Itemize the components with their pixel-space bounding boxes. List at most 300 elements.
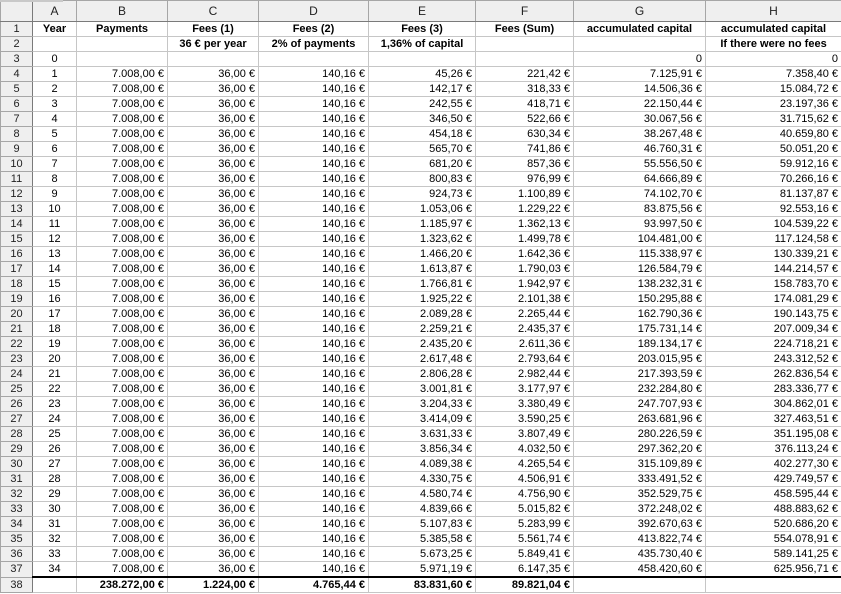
cell-G28[interactable]: 280.226,59 € xyxy=(574,427,706,442)
cell-D37[interactable]: 140,16 € xyxy=(259,562,369,578)
cell-E15[interactable]: 1.323,62 € xyxy=(369,232,476,247)
cell-E22[interactable]: 2.435,20 € xyxy=(369,337,476,352)
row-header-25[interactable]: 25 xyxy=(1,382,33,397)
cell-E11[interactable]: 800,83 € xyxy=(369,172,476,187)
cell-H4[interactable]: 7.358,40 € xyxy=(706,67,841,82)
row-header-34[interactable]: 34 xyxy=(1,517,33,532)
cell-F1[interactable]: Fees (Sum) xyxy=(476,22,574,37)
row-header-23[interactable]: 23 xyxy=(1,352,33,367)
cell-C35[interactable]: 36,00 € xyxy=(168,532,259,547)
cell-B18[interactable]: 7.008,00 € xyxy=(77,277,168,292)
cell-H9[interactable]: 50.051,20 € xyxy=(706,142,841,157)
cell-F6[interactable]: 418,71 € xyxy=(476,97,574,112)
cell-G37[interactable]: 458.420,60 € xyxy=(574,562,706,578)
row-header-13[interactable]: 13 xyxy=(1,202,33,217)
row-header-32[interactable]: 32 xyxy=(1,487,33,502)
cell-D26[interactable]: 140,16 € xyxy=(259,397,369,412)
column-header-E[interactable]: E xyxy=(369,1,476,22)
cell-B20[interactable]: 7.008,00 € xyxy=(77,307,168,322)
cell-G27[interactable]: 263.681,96 € xyxy=(574,412,706,427)
cell-A24[interactable]: 21 xyxy=(33,367,77,382)
row-header-11[interactable]: 11 xyxy=(1,172,33,187)
cell-E38[interactable]: 83.831,60 € xyxy=(369,577,476,593)
cell-F13[interactable]: 1.229,22 € xyxy=(476,202,574,217)
cell-F34[interactable]: 5.283,99 € xyxy=(476,517,574,532)
cell-C18[interactable]: 36,00 € xyxy=(168,277,259,292)
row-header-31[interactable]: 31 xyxy=(1,472,33,487)
cell-B1[interactable]: Payments xyxy=(77,22,168,37)
cell-B12[interactable]: 7.008,00 € xyxy=(77,187,168,202)
cell-F3[interactable] xyxy=(476,52,574,67)
cell-B14[interactable]: 7.008,00 € xyxy=(77,217,168,232)
cell-A3[interactable]: 0 xyxy=(33,52,77,67)
cell-A8[interactable]: 5 xyxy=(33,127,77,142)
cell-F16[interactable]: 1.642,36 € xyxy=(476,247,574,262)
cell-F21[interactable]: 2.435,37 € xyxy=(476,322,574,337)
cell-A19[interactable]: 16 xyxy=(33,292,77,307)
row-header-29[interactable]: 29 xyxy=(1,442,33,457)
cell-G30[interactable]: 315.109,89 € xyxy=(574,457,706,472)
cell-B24[interactable]: 7.008,00 € xyxy=(77,367,168,382)
cell-A37[interactable]: 34 xyxy=(33,562,77,578)
cell-A29[interactable]: 26 xyxy=(33,442,77,457)
cell-D25[interactable]: 140,16 € xyxy=(259,382,369,397)
cell-C8[interactable]: 36,00 € xyxy=(168,127,259,142)
row-header-15[interactable]: 15 xyxy=(1,232,33,247)
cell-H37[interactable]: 625.956,71 € xyxy=(706,562,841,578)
cell-B5[interactable]: 7.008,00 € xyxy=(77,82,168,97)
row-header-12[interactable]: 12 xyxy=(1,187,33,202)
row-header-24[interactable]: 24 xyxy=(1,367,33,382)
row-header-33[interactable]: 33 xyxy=(1,502,33,517)
cell-H13[interactable]: 92.553,16 € xyxy=(706,202,841,217)
cell-H12[interactable]: 81.137,87 € xyxy=(706,187,841,202)
row-header-35[interactable]: 35 xyxy=(1,532,33,547)
cell-H7[interactable]: 31.715,62 € xyxy=(706,112,841,127)
cell-H24[interactable]: 262.836,54 € xyxy=(706,367,841,382)
cell-G3[interactable]: 0 xyxy=(574,52,706,67)
cell-F5[interactable]: 318,33 € xyxy=(476,82,574,97)
cell-A25[interactable]: 22 xyxy=(33,382,77,397)
cell-F35[interactable]: 5.561,74 € xyxy=(476,532,574,547)
cell-E29[interactable]: 3.856,34 € xyxy=(369,442,476,457)
cell-G22[interactable]: 189.134,17 € xyxy=(574,337,706,352)
cell-E6[interactable]: 242,55 € xyxy=(369,97,476,112)
cell-H2[interactable]: If there were no fees xyxy=(706,37,841,52)
cell-E17[interactable]: 1.613,87 € xyxy=(369,262,476,277)
cell-G9[interactable]: 46.760,31 € xyxy=(574,142,706,157)
cell-C26[interactable]: 36,00 € xyxy=(168,397,259,412)
cell-B29[interactable]: 7.008,00 € xyxy=(77,442,168,457)
cell-D16[interactable]: 140,16 € xyxy=(259,247,369,262)
column-header-F[interactable]: F xyxy=(476,1,574,22)
cell-C27[interactable]: 36,00 € xyxy=(168,412,259,427)
cell-F2[interactable] xyxy=(476,37,574,52)
cell-H19[interactable]: 174.081,29 € xyxy=(706,292,841,307)
row-header-37[interactable]: 37 xyxy=(1,562,33,578)
cell-D27[interactable]: 140,16 € xyxy=(259,412,369,427)
cell-H38[interactable] xyxy=(706,577,841,593)
cell-D8[interactable]: 140,16 € xyxy=(259,127,369,142)
cell-F27[interactable]: 3.590,25 € xyxy=(476,412,574,427)
cell-C21[interactable]: 36,00 € xyxy=(168,322,259,337)
cell-A13[interactable]: 10 xyxy=(33,202,77,217)
cell-G7[interactable]: 30.067,56 € xyxy=(574,112,706,127)
cell-C14[interactable]: 36,00 € xyxy=(168,217,259,232)
select-all-corner[interactable] xyxy=(1,1,33,22)
cell-H14[interactable]: 104.539,22 € xyxy=(706,217,841,232)
cell-D38[interactable]: 4.765,44 € xyxy=(259,577,369,593)
cell-F18[interactable]: 1.942,97 € xyxy=(476,277,574,292)
cell-F28[interactable]: 3.807,49 € xyxy=(476,427,574,442)
cell-H32[interactable]: 458.595,44 € xyxy=(706,487,841,502)
cell-F10[interactable]: 857,36 € xyxy=(476,157,574,172)
cell-A36[interactable]: 33 xyxy=(33,547,77,562)
cell-B4[interactable]: 7.008,00 € xyxy=(77,67,168,82)
cell-F11[interactable]: 976,99 € xyxy=(476,172,574,187)
cell-D29[interactable]: 140,16 € xyxy=(259,442,369,457)
cell-F4[interactable]: 221,42 € xyxy=(476,67,574,82)
cell-D24[interactable]: 140,16 € xyxy=(259,367,369,382)
cell-G20[interactable]: 162.790,36 € xyxy=(574,307,706,322)
cell-H29[interactable]: 376.113,24 € xyxy=(706,442,841,457)
cell-G23[interactable]: 203.015,95 € xyxy=(574,352,706,367)
cell-E32[interactable]: 4.580,74 € xyxy=(369,487,476,502)
cell-G18[interactable]: 138.232,31 € xyxy=(574,277,706,292)
cell-A23[interactable]: 20 xyxy=(33,352,77,367)
cell-D28[interactable]: 140,16 € xyxy=(259,427,369,442)
cell-A31[interactable]: 28 xyxy=(33,472,77,487)
cell-G38[interactable] xyxy=(574,577,706,593)
row-header-8[interactable]: 8 xyxy=(1,127,33,142)
cell-F15[interactable]: 1.499,78 € xyxy=(476,232,574,247)
cell-H30[interactable]: 402.277,30 € xyxy=(706,457,841,472)
cell-C25[interactable]: 36,00 € xyxy=(168,382,259,397)
cell-G2[interactable] xyxy=(574,37,706,52)
cell-A17[interactable]: 14 xyxy=(33,262,77,277)
cell-E4[interactable]: 45,26 € xyxy=(369,67,476,82)
cell-G17[interactable]: 126.584,79 € xyxy=(574,262,706,277)
cell-A1[interactable]: Year xyxy=(33,22,77,37)
column-header-B[interactable]: B xyxy=(77,1,168,22)
cell-B27[interactable]: 7.008,00 € xyxy=(77,412,168,427)
cell-E37[interactable]: 5.971,19 € xyxy=(369,562,476,578)
cell-A27[interactable]: 24 xyxy=(33,412,77,427)
cell-H10[interactable]: 59.912,16 € xyxy=(706,157,841,172)
cell-B11[interactable]: 7.008,00 € xyxy=(77,172,168,187)
cell-A14[interactable]: 11 xyxy=(33,217,77,232)
row-header-2[interactable]: 2 xyxy=(1,37,33,52)
cell-A5[interactable]: 2 xyxy=(33,82,77,97)
row-header-10[interactable]: 10 xyxy=(1,157,33,172)
cell-D34[interactable]: 140,16 € xyxy=(259,517,369,532)
cell-E31[interactable]: 4.330,75 € xyxy=(369,472,476,487)
cell-E23[interactable]: 2.617,48 € xyxy=(369,352,476,367)
row-header-27[interactable]: 27 xyxy=(1,412,33,427)
cell-G32[interactable]: 352.529,75 € xyxy=(574,487,706,502)
row-header-6[interactable]: 6 xyxy=(1,97,33,112)
cell-H18[interactable]: 158.783,70 € xyxy=(706,277,841,292)
cell-H3[interactable]: 0 xyxy=(706,52,841,67)
cell-B38[interactable]: 238.272,00 € xyxy=(77,577,168,593)
cell-F23[interactable]: 2.793,64 € xyxy=(476,352,574,367)
cell-F17[interactable]: 1.790,03 € xyxy=(476,262,574,277)
cell-E2[interactable]: 1,36% of capital xyxy=(369,37,476,52)
cell-G16[interactable]: 115.338,97 € xyxy=(574,247,706,262)
cell-E34[interactable]: 5.107,83 € xyxy=(369,517,476,532)
cell-D1[interactable]: Fees (2) xyxy=(259,22,369,37)
cell-E20[interactable]: 2.089,28 € xyxy=(369,307,476,322)
cell-B6[interactable]: 7.008,00 € xyxy=(77,97,168,112)
cell-C9[interactable]: 36,00 € xyxy=(168,142,259,157)
cell-E26[interactable]: 3.204,33 € xyxy=(369,397,476,412)
cell-E3[interactable] xyxy=(369,52,476,67)
cell-A6[interactable]: 3 xyxy=(33,97,77,112)
cell-G10[interactable]: 55.556,50 € xyxy=(574,157,706,172)
cell-F19[interactable]: 2.101,38 € xyxy=(476,292,574,307)
cell-C23[interactable]: 36,00 € xyxy=(168,352,259,367)
cell-C3[interactable] xyxy=(168,52,259,67)
cell-H33[interactable]: 488.883,62 € xyxy=(706,502,841,517)
cell-E8[interactable]: 454,18 € xyxy=(369,127,476,142)
cell-C19[interactable]: 36,00 € xyxy=(168,292,259,307)
cell-D31[interactable]: 140,16 € xyxy=(259,472,369,487)
cell-G13[interactable]: 83.875,56 € xyxy=(574,202,706,217)
cell-C22[interactable]: 36,00 € xyxy=(168,337,259,352)
cell-E18[interactable]: 1.766,81 € xyxy=(369,277,476,292)
cell-G1[interactable]: accumulated capital xyxy=(574,22,706,37)
cell-H21[interactable]: 207.009,34 € xyxy=(706,322,841,337)
cell-C13[interactable]: 36,00 € xyxy=(168,202,259,217)
cell-G35[interactable]: 413.822,74 € xyxy=(574,532,706,547)
cell-E16[interactable]: 1.466,20 € xyxy=(369,247,476,262)
cell-A2[interactable] xyxy=(33,37,77,52)
cell-A15[interactable]: 12 xyxy=(33,232,77,247)
cell-D14[interactable]: 140,16 € xyxy=(259,217,369,232)
cell-H8[interactable]: 40.659,80 € xyxy=(706,127,841,142)
cell-A26[interactable]: 23 xyxy=(33,397,77,412)
cell-E33[interactable]: 4.839,66 € xyxy=(369,502,476,517)
cell-G29[interactable]: 297.362,20 € xyxy=(574,442,706,457)
cell-B8[interactable]: 7.008,00 € xyxy=(77,127,168,142)
cell-D2[interactable]: 2% of payments xyxy=(259,37,369,52)
cell-B37[interactable]: 7.008,00 € xyxy=(77,562,168,578)
cell-D19[interactable]: 140,16 € xyxy=(259,292,369,307)
cell-C5[interactable]: 36,00 € xyxy=(168,82,259,97)
cell-B31[interactable]: 7.008,00 € xyxy=(77,472,168,487)
cell-G19[interactable]: 150.295,88 € xyxy=(574,292,706,307)
cell-D5[interactable]: 140,16 € xyxy=(259,82,369,97)
cell-F22[interactable]: 2.611,36 € xyxy=(476,337,574,352)
cell-A28[interactable]: 25 xyxy=(33,427,77,442)
cell-H5[interactable]: 15.084,72 € xyxy=(706,82,841,97)
cell-D9[interactable]: 140,16 € xyxy=(259,142,369,157)
cell-A7[interactable]: 4 xyxy=(33,112,77,127)
cell-B35[interactable]: 7.008,00 € xyxy=(77,532,168,547)
cell-C16[interactable]: 36,00 € xyxy=(168,247,259,262)
cell-A20[interactable]: 17 xyxy=(33,307,77,322)
cell-G21[interactable]: 175.731,14 € xyxy=(574,322,706,337)
cell-C7[interactable]: 36,00 € xyxy=(168,112,259,127)
row-header-17[interactable]: 17 xyxy=(1,262,33,277)
cell-F7[interactable]: 522,66 € xyxy=(476,112,574,127)
cell-G8[interactable]: 38.267,48 € xyxy=(574,127,706,142)
column-header-H[interactable]: H xyxy=(706,1,841,22)
cell-D15[interactable]: 140,16 € xyxy=(259,232,369,247)
cell-F14[interactable]: 1.362,13 € xyxy=(476,217,574,232)
row-header-26[interactable]: 26 xyxy=(1,397,33,412)
cell-B13[interactable]: 7.008,00 € xyxy=(77,202,168,217)
cell-G26[interactable]: 247.707,93 € xyxy=(574,397,706,412)
cell-F32[interactable]: 4.756,90 € xyxy=(476,487,574,502)
cell-E28[interactable]: 3.631,33 € xyxy=(369,427,476,442)
cell-B15[interactable]: 7.008,00 € xyxy=(77,232,168,247)
cell-B23[interactable]: 7.008,00 € xyxy=(77,352,168,367)
cell-B22[interactable]: 7.008,00 € xyxy=(77,337,168,352)
row-header-28[interactable]: 28 xyxy=(1,427,33,442)
row-header-14[interactable]: 14 xyxy=(1,217,33,232)
cell-H22[interactable]: 224.718,21 € xyxy=(706,337,841,352)
cell-A11[interactable]: 8 xyxy=(33,172,77,187)
cell-H35[interactable]: 554.078,91 € xyxy=(706,532,841,547)
cell-A30[interactable]: 27 xyxy=(33,457,77,472)
cell-B33[interactable]: 7.008,00 € xyxy=(77,502,168,517)
cell-E21[interactable]: 2.259,21 € xyxy=(369,322,476,337)
cell-C10[interactable]: 36,00 € xyxy=(168,157,259,172)
cell-B2[interactable] xyxy=(77,37,168,52)
cell-B28[interactable]: 7.008,00 € xyxy=(77,427,168,442)
cell-D3[interactable] xyxy=(259,52,369,67)
row-header-38[interactable]: 38 xyxy=(1,577,33,593)
cell-H27[interactable]: 327.463,51 € xyxy=(706,412,841,427)
cell-C34[interactable]: 36,00 € xyxy=(168,517,259,532)
cell-F31[interactable]: 4.506,91 € xyxy=(476,472,574,487)
cell-C2[interactable]: 36 € per year xyxy=(168,37,259,52)
cell-A22[interactable]: 19 xyxy=(33,337,77,352)
cell-G25[interactable]: 232.284,80 € xyxy=(574,382,706,397)
cell-A35[interactable]: 32 xyxy=(33,532,77,547)
cell-F33[interactable]: 5.015,82 € xyxy=(476,502,574,517)
row-header-9[interactable]: 9 xyxy=(1,142,33,157)
cell-F30[interactable]: 4.265,54 € xyxy=(476,457,574,472)
cell-H1[interactable]: accumulated capital xyxy=(706,22,841,37)
cell-B32[interactable]: 7.008,00 € xyxy=(77,487,168,502)
cell-F12[interactable]: 1.100,89 € xyxy=(476,187,574,202)
cell-G15[interactable]: 104.481,00 € xyxy=(574,232,706,247)
cell-D12[interactable]: 140,16 € xyxy=(259,187,369,202)
cell-B9[interactable]: 7.008,00 € xyxy=(77,142,168,157)
cell-E36[interactable]: 5.673,25 € xyxy=(369,547,476,562)
cell-F26[interactable]: 3.380,49 € xyxy=(476,397,574,412)
cell-B30[interactable]: 7.008,00 € xyxy=(77,457,168,472)
cell-B16[interactable]: 7.008,00 € xyxy=(77,247,168,262)
cell-A38[interactable] xyxy=(33,577,77,593)
cell-H28[interactable]: 351.195,08 € xyxy=(706,427,841,442)
cell-H25[interactable]: 283.336,77 € xyxy=(706,382,841,397)
cell-D35[interactable]: 140,16 € xyxy=(259,532,369,547)
cell-C30[interactable]: 36,00 € xyxy=(168,457,259,472)
cell-A12[interactable]: 9 xyxy=(33,187,77,202)
cell-B36[interactable]: 7.008,00 € xyxy=(77,547,168,562)
cell-H11[interactable]: 70.266,16 € xyxy=(706,172,841,187)
cell-D30[interactable]: 140,16 € xyxy=(259,457,369,472)
cell-D33[interactable]: 140,16 € xyxy=(259,502,369,517)
cell-A18[interactable]: 15 xyxy=(33,277,77,292)
cell-H17[interactable]: 144.214,57 € xyxy=(706,262,841,277)
cell-D21[interactable]: 140,16 € xyxy=(259,322,369,337)
cell-E27[interactable]: 3.414,09 € xyxy=(369,412,476,427)
cell-E1[interactable]: Fees (3) xyxy=(369,22,476,37)
cell-D32[interactable]: 140,16 € xyxy=(259,487,369,502)
cell-A10[interactable]: 7 xyxy=(33,157,77,172)
row-header-19[interactable]: 19 xyxy=(1,292,33,307)
cell-E14[interactable]: 1.185,97 € xyxy=(369,217,476,232)
cell-F9[interactable]: 741,86 € xyxy=(476,142,574,157)
cell-H31[interactable]: 429.749,57 € xyxy=(706,472,841,487)
row-header-36[interactable]: 36 xyxy=(1,547,33,562)
cell-C37[interactable]: 36,00 € xyxy=(168,562,259,578)
cell-C1[interactable]: Fees (1) xyxy=(168,22,259,37)
column-header-A[interactable]: A xyxy=(33,1,77,22)
cell-C6[interactable]: 36,00 € xyxy=(168,97,259,112)
cell-F24[interactable]: 2.982,44 € xyxy=(476,367,574,382)
cell-C36[interactable]: 36,00 € xyxy=(168,547,259,562)
cell-F25[interactable]: 3.177,97 € xyxy=(476,382,574,397)
column-header-C[interactable]: C xyxy=(168,1,259,22)
row-header-20[interactable]: 20 xyxy=(1,307,33,322)
row-header-18[interactable]: 18 xyxy=(1,277,33,292)
cell-D10[interactable]: 140,16 € xyxy=(259,157,369,172)
cell-B34[interactable]: 7.008,00 € xyxy=(77,517,168,532)
row-header-16[interactable]: 16 xyxy=(1,247,33,262)
cell-D23[interactable]: 140,16 € xyxy=(259,352,369,367)
cell-H16[interactable]: 130.339,21 € xyxy=(706,247,841,262)
cell-E12[interactable]: 924,73 € xyxy=(369,187,476,202)
row-header-7[interactable]: 7 xyxy=(1,112,33,127)
row-header-5[interactable]: 5 xyxy=(1,82,33,97)
cell-F29[interactable]: 4.032,50 € xyxy=(476,442,574,457)
cell-D20[interactable]: 140,16 € xyxy=(259,307,369,322)
cell-A9[interactable]: 6 xyxy=(33,142,77,157)
row-header-21[interactable]: 21 xyxy=(1,322,33,337)
cell-B7[interactable]: 7.008,00 € xyxy=(77,112,168,127)
cell-G4[interactable]: 7.125,91 € xyxy=(574,67,706,82)
cell-C31[interactable]: 36,00 € xyxy=(168,472,259,487)
cell-A4[interactable]: 1 xyxy=(33,67,77,82)
cell-E25[interactable]: 3.001,81 € xyxy=(369,382,476,397)
cell-A33[interactable]: 30 xyxy=(33,502,77,517)
cell-D4[interactable]: 140,16 € xyxy=(259,67,369,82)
cell-E13[interactable]: 1.053,06 € xyxy=(369,202,476,217)
cell-C38[interactable]: 1.224,00 € xyxy=(168,577,259,593)
cell-E7[interactable]: 346,50 € xyxy=(369,112,476,127)
cell-E5[interactable]: 142,17 € xyxy=(369,82,476,97)
cell-H23[interactable]: 243.312,52 € xyxy=(706,352,841,367)
cell-H15[interactable]: 117.124,58 € xyxy=(706,232,841,247)
cell-E9[interactable]: 565,70 € xyxy=(369,142,476,157)
column-header-G[interactable]: G xyxy=(574,1,706,22)
row-header-3[interactable]: 3 xyxy=(1,52,33,67)
row-header-4[interactable]: 4 xyxy=(1,67,33,82)
cell-H36[interactable]: 589.141,25 € xyxy=(706,547,841,562)
cell-G12[interactable]: 74.102,70 € xyxy=(574,187,706,202)
cell-G14[interactable]: 93.997,50 € xyxy=(574,217,706,232)
cell-C4[interactable]: 36,00 € xyxy=(168,67,259,82)
row-header-30[interactable]: 30 xyxy=(1,457,33,472)
cell-E19[interactable]: 1.925,22 € xyxy=(369,292,476,307)
cell-F38[interactable]: 89.821,04 € xyxy=(476,577,574,593)
cell-H20[interactable]: 190.143,75 € xyxy=(706,307,841,322)
